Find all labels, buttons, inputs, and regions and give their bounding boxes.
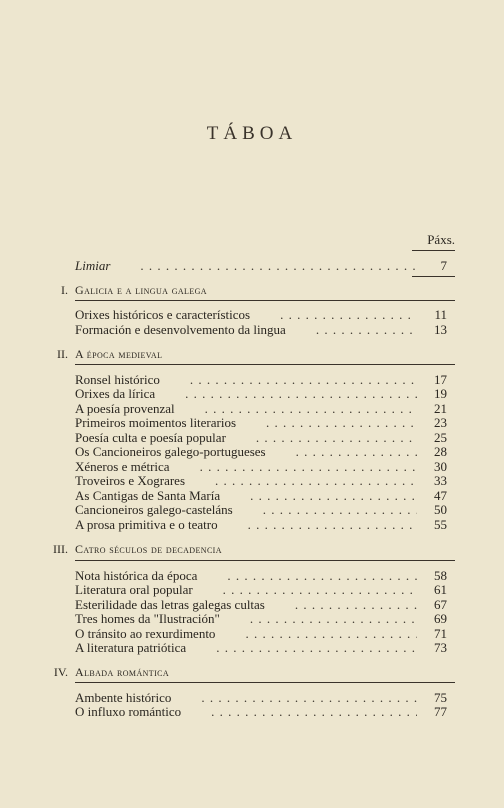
entry-page: 47 xyxy=(434,488,447,503)
section-rule xyxy=(75,560,455,561)
section-number: IV. xyxy=(53,665,68,679)
toc-entry xyxy=(75,416,447,430)
header-rule xyxy=(412,250,455,251)
entry-label: Tres homes da "Ilustración" xyxy=(75,611,220,626)
toc-entry xyxy=(75,445,447,459)
entry-label: Literatura oral popular xyxy=(75,582,193,597)
leader-dots xyxy=(316,323,417,337)
entry-page: 71 xyxy=(434,626,447,641)
toc-entry xyxy=(75,402,447,416)
section-heading xyxy=(40,541,460,557)
section-title: Galicia e a lingua galega xyxy=(75,283,207,297)
entry-label: Cancioneiros galego-casteláns xyxy=(75,502,233,517)
toc-entry xyxy=(75,431,447,445)
leader-dots xyxy=(280,308,417,322)
entry-page: 28 xyxy=(434,444,447,459)
leader-dots xyxy=(256,431,417,445)
entry-label: Esterilidade das letras galegas cultas xyxy=(75,597,265,612)
entry-page: 69 xyxy=(434,611,447,626)
entry-page: 55 xyxy=(434,517,447,532)
entry-page: 30 xyxy=(434,459,447,474)
toc-entry xyxy=(75,627,447,641)
entry-page: 33 xyxy=(434,473,447,488)
entry-page: 25 xyxy=(434,430,447,445)
leader-dots xyxy=(223,583,417,597)
entry-page: 75 xyxy=(434,690,447,705)
toc-entry xyxy=(75,474,447,488)
toc-entry xyxy=(75,598,447,612)
toc-entry xyxy=(75,641,447,655)
toc-entry xyxy=(75,612,447,626)
leader-dots xyxy=(263,503,417,517)
entry-page: 67 xyxy=(434,597,447,612)
leader-dots xyxy=(266,416,417,430)
leader-dots xyxy=(200,460,417,474)
entry-label: Xéneros e métrica xyxy=(75,459,170,474)
limiar-rule xyxy=(412,276,455,277)
leader-dots xyxy=(205,402,417,416)
entry-page: 13 xyxy=(434,322,447,337)
entry-label: O influxo romántico xyxy=(75,704,182,719)
toc-entry xyxy=(75,583,447,597)
pages-column-header: Páxs. xyxy=(427,232,455,247)
toc-entry xyxy=(75,323,447,337)
leader-dots xyxy=(248,518,417,532)
leader-dots xyxy=(201,691,417,705)
leader-dots xyxy=(216,641,417,655)
leader-dots xyxy=(227,569,417,583)
section-number: I. xyxy=(61,283,68,297)
leader-dots xyxy=(295,598,417,612)
entry-page: 19 xyxy=(434,386,447,401)
toc-entry-limiar xyxy=(75,259,447,273)
leader-dots xyxy=(185,387,417,401)
entry-label: O tránsito ao rexurdimento xyxy=(75,626,216,641)
toc-entry xyxy=(75,569,447,583)
section-rule xyxy=(75,364,455,365)
entry-page: 61 xyxy=(434,582,447,597)
entry-page: 77 xyxy=(434,704,447,719)
leader-dots xyxy=(190,373,417,387)
leader-dots xyxy=(215,474,417,488)
entry-page: 11 xyxy=(434,307,447,322)
section-rule xyxy=(75,682,455,683)
leader-dots xyxy=(140,259,417,273)
entry-label: Orixes da lírica xyxy=(75,386,156,401)
section-heading xyxy=(40,346,460,362)
entry-page: 58 xyxy=(434,568,447,583)
page-title: TÁBOA xyxy=(206,123,298,144)
section-number: II. xyxy=(57,347,68,361)
toc-entry xyxy=(75,503,447,517)
section-title: Albada romántica xyxy=(75,665,170,679)
entry-label: Os Cancioneiros galego-portugueses xyxy=(75,444,266,459)
entry-label: A prosa primitiva e o teatro xyxy=(75,517,218,532)
entry-label: Troveiros e Xograres xyxy=(75,473,185,488)
section-title: A época medieval xyxy=(75,347,163,361)
entry-page: 17 xyxy=(434,372,447,387)
entry-label: As Cantigas de Santa María xyxy=(75,488,221,503)
entry-label: Ambente histórico xyxy=(75,690,172,705)
entry-page: 7 xyxy=(440,258,447,273)
toc-entry xyxy=(75,387,447,401)
entry-page: 50 xyxy=(434,502,447,517)
leader-dots xyxy=(211,705,417,719)
toc-entry xyxy=(75,308,447,322)
entry-label: A poesía provenzal xyxy=(75,401,175,416)
entry-page: 21 xyxy=(434,401,447,416)
section-heading xyxy=(40,282,460,298)
entry-page: 23 xyxy=(434,415,447,430)
entry-page: 73 xyxy=(434,640,447,655)
section-title: Catro séculos de decadencia xyxy=(75,542,222,556)
entry-label: Ronsel histórico xyxy=(75,372,160,387)
section-rule xyxy=(75,300,455,301)
entry-label: Primeiros moimentos literarios xyxy=(75,415,237,430)
section-number: III. xyxy=(53,542,68,556)
entry-label: Poesía culta e poesía popular xyxy=(75,430,226,445)
toc-entry xyxy=(75,705,447,719)
entry-label: Nota histórica da época xyxy=(75,568,198,583)
toc-entry xyxy=(75,489,447,503)
leader-dots xyxy=(296,445,417,459)
entry-label: Orixes históricos e característicos xyxy=(75,307,251,322)
entry-label: Limiar xyxy=(75,258,111,273)
toc-entry xyxy=(75,691,447,705)
section-heading xyxy=(40,664,460,680)
toc-entry xyxy=(75,373,447,387)
toc-entry xyxy=(75,460,447,474)
entry-label: A literatura patriótica xyxy=(75,640,187,655)
toc-entry xyxy=(75,518,447,532)
leader-dots xyxy=(250,612,417,626)
entry-label: Formación e desenvolvemento da lingua xyxy=(75,322,286,337)
leader-dots xyxy=(250,489,417,503)
leader-dots xyxy=(245,627,417,641)
